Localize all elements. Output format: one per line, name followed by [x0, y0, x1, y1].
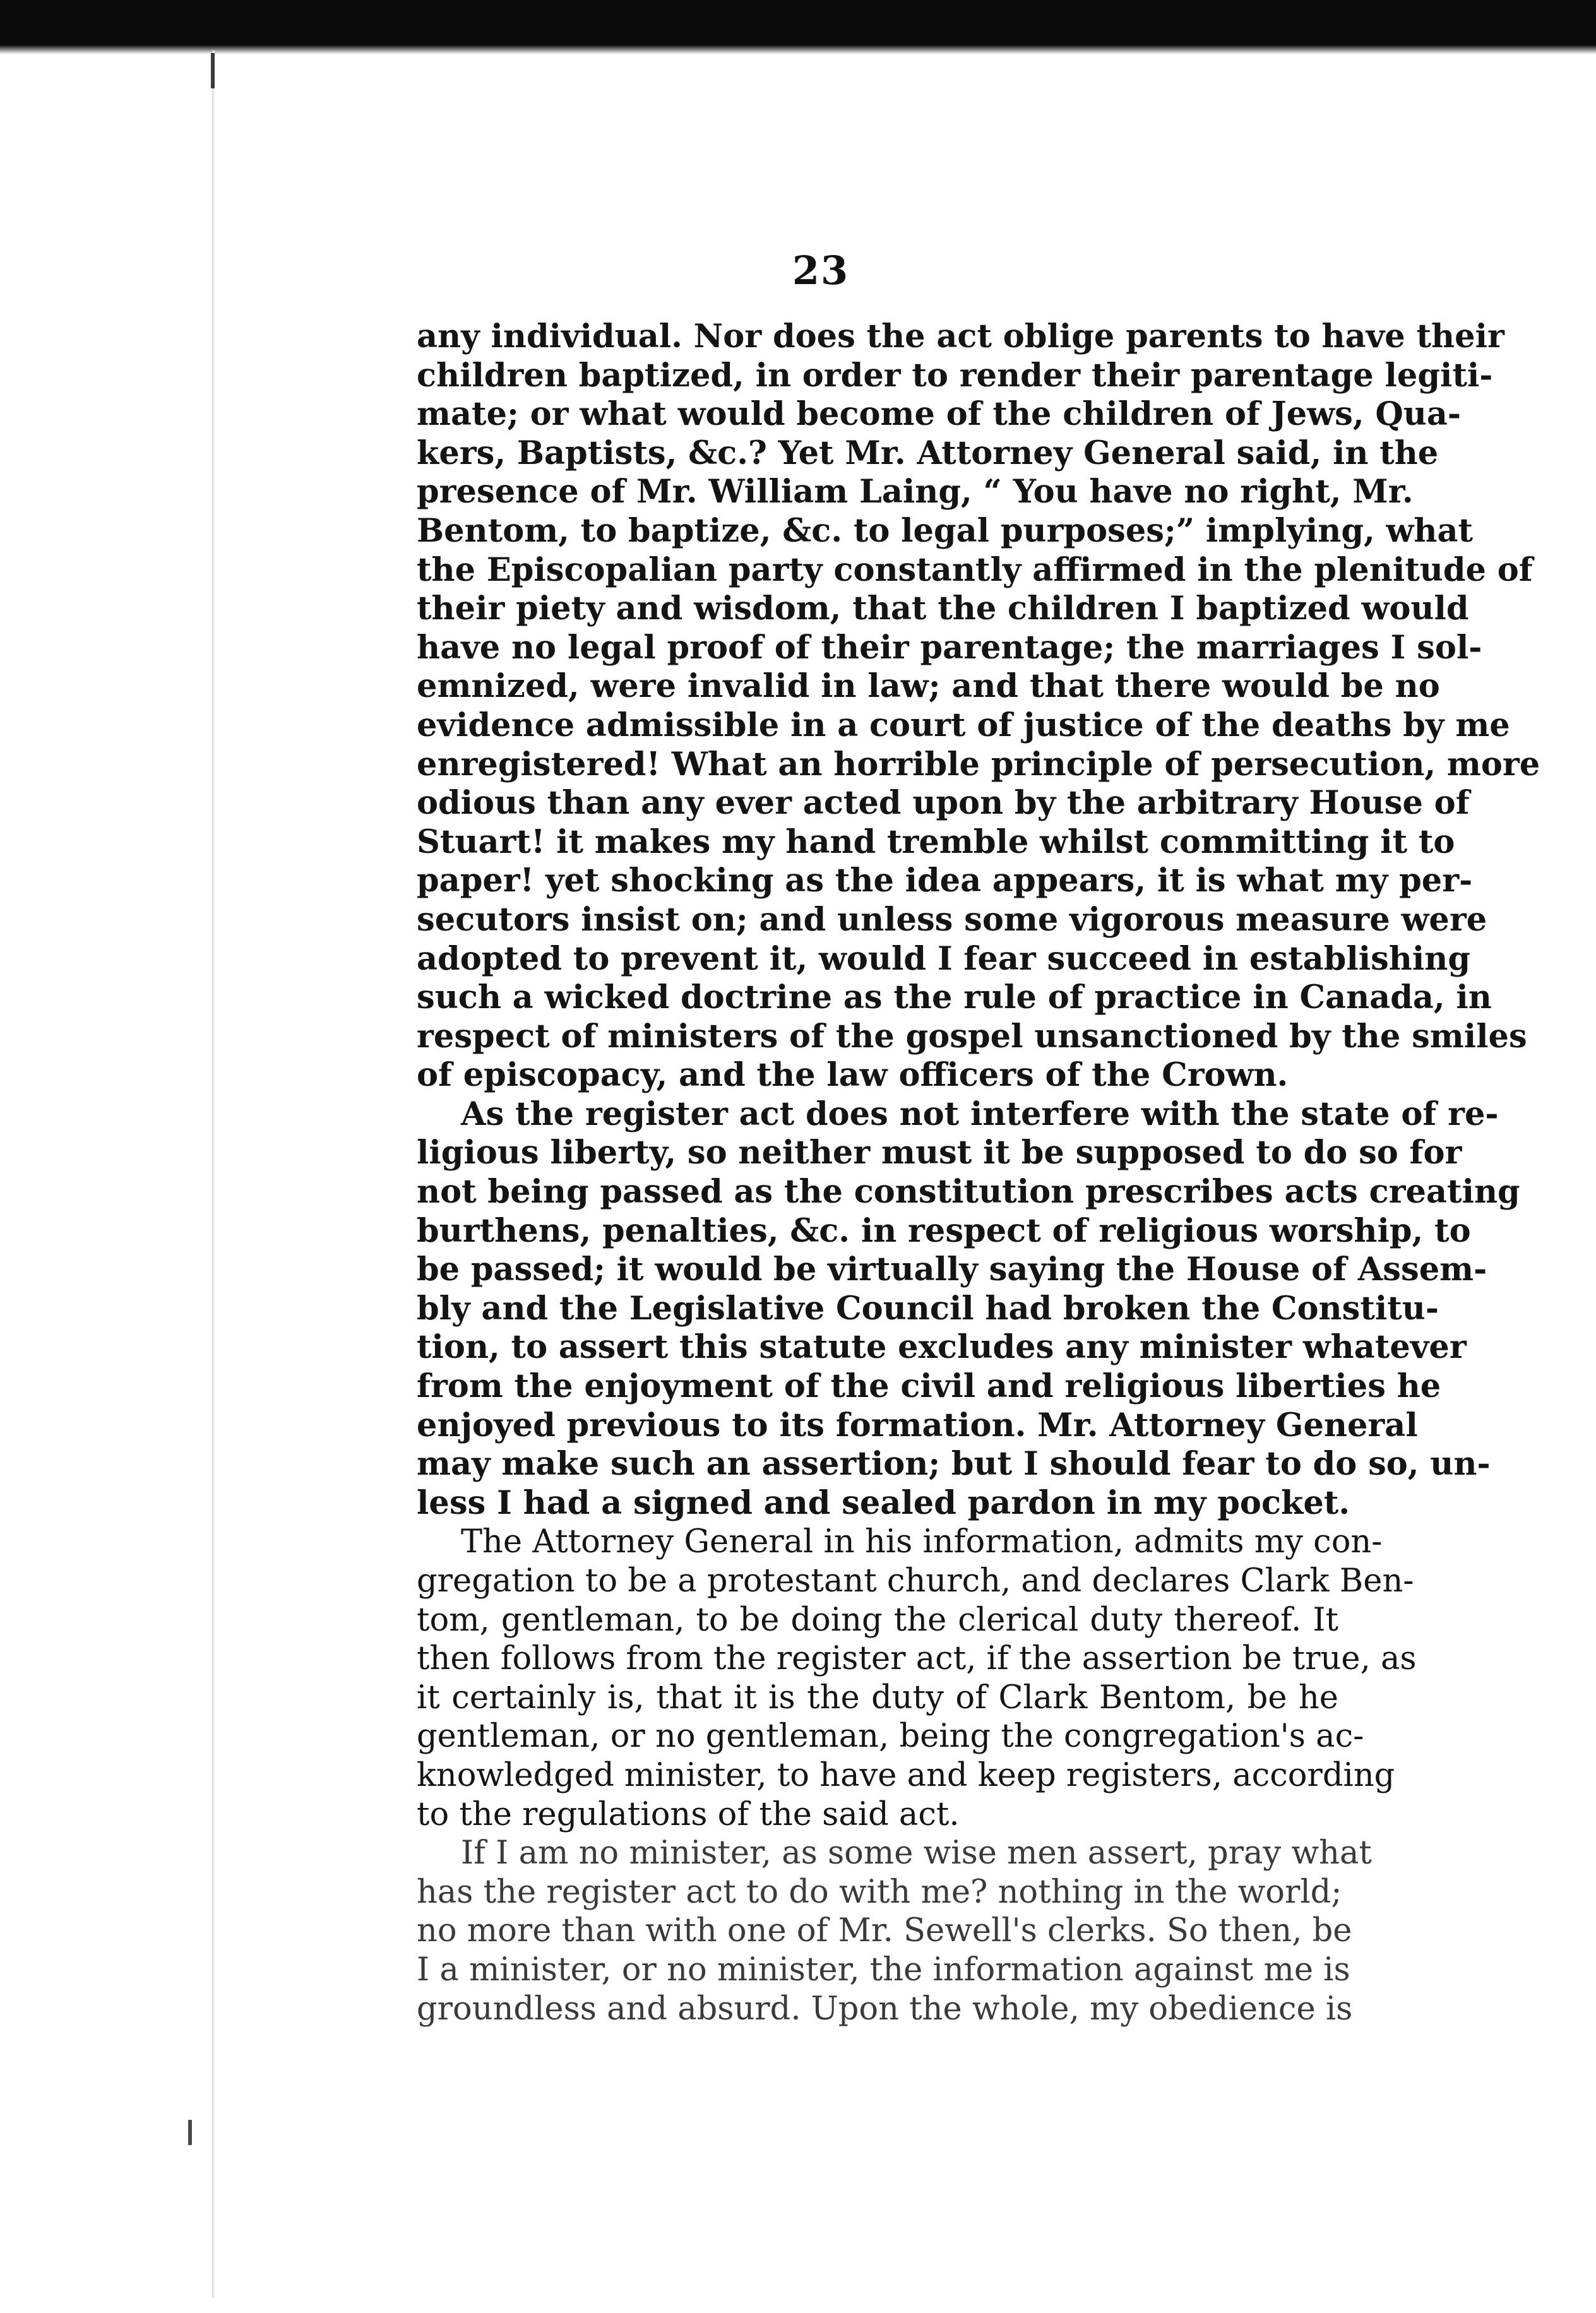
- text-line: odious than any ever acted upon by the arbitrary House of: [417, 784, 1470, 823]
- text-line: it certainly is, that it is the duty of Clark Bentom, be he: [417, 1679, 1338, 1716]
- text-line: gentleman, or no gentleman, being the congregation's ac-: [417, 1718, 1364, 1756]
- text-line: has the register act to do with me? nothing in the world;: [417, 1873, 1342, 1911]
- text-line: groundless and absurd. Upon the whole, my obedience is: [417, 1990, 1353, 2028]
- page-number: 23: [792, 247, 850, 294]
- text-line: of episcopacy, and the law officers of the Crown.: [417, 1056, 1289, 1095]
- scan-top-shadow: [0, 45, 1596, 54]
- text-line: the Episcopalian party constantly affirmed in the plenitude of: [417, 550, 1533, 589]
- text-line: children baptized, in order to render their parentage legiti-: [417, 356, 1493, 395]
- text-line: knowledged minister, to have and keep registers, according: [417, 1756, 1395, 1794]
- text-line: tom, gentleman, to be doing the clerical duty thereof. It: [417, 1601, 1338, 1639]
- text-line: paper! yet shocking as the idea appears, it is what my per-: [417, 862, 1473, 900]
- text-line: respect of ministers of the gospel unsanctioned by the smiles: [417, 1017, 1527, 1055]
- text-line: adopted to prevent it, would I fear succeed in establishing: [417, 939, 1470, 978]
- text-line: secutors insist on; and unless some vigorous measure were: [417, 900, 1487, 939]
- body-text: [417, 318, 1540, 2028]
- text-line: no more than with one of Mr. Sewell's clerks. So then, be: [417, 1912, 1352, 1950]
- text-line: tion, to assert this statute excludes any minister whatever: [417, 1328, 1467, 1367]
- binding-mark-lower: [188, 2120, 192, 2145]
- text-line: emnized, were invalid in law; and that there would be no: [417, 667, 1440, 706]
- text-line: bly and the Legislative Council had broken the Constitu-: [417, 1289, 1439, 1328]
- page-binding-edge: [212, 51, 215, 2298]
- text-line: If I am no minister, as some wise men assert, pray what: [461, 1834, 1372, 1872]
- text-line: evidence admissible in a court of justice of the deaths by me: [417, 706, 1510, 744]
- text-line: their piety and wisdom, that the children I baptized would: [417, 590, 1469, 628]
- text-line: As the register act does not interfere with the state of re-: [461, 1095, 1499, 1133]
- text-line: to the regulations of the said act.: [417, 1795, 960, 1833]
- text-line: burthens, penalties, &c. in respect of religious worship, to: [417, 1211, 1471, 1250]
- text-line: ligious liberty, so neither must it be supposed to do so for: [417, 1134, 1462, 1172]
- binding-mark: [211, 53, 215, 88]
- text-line: mate; or what would become of the children of Jews, Qua-: [417, 395, 1462, 434]
- text-line: gregation to be a protestant church, and declares Clark Ben-: [417, 1562, 1414, 1600]
- scan-top-border: [0, 0, 1596, 49]
- text-line: any individual. Nor does the act oblige parents to have their: [417, 318, 1504, 355]
- text-line: not being passed as the constitution prescribes acts creating: [417, 1173, 1520, 1211]
- text-line: kers, Baptists, &c.? Yet Mr. Attorney General said, in the: [417, 434, 1439, 472]
- text-line: such a wicked doctrine as the rule of practice in Canada, in: [417, 978, 1492, 1017]
- text-line: enregistered! What an horrible principle of persecution, more: [417, 745, 1540, 783]
- text-line: I a minister, or no minister, the information against me is: [417, 1951, 1350, 1989]
- text-line: presence of Mr. William Laing, “ You have no right, Mr.: [417, 473, 1414, 511]
- text-line: enjoyed previous to its formation. Mr. Attorney General: [417, 1406, 1418, 1444]
- text-line: may make such an assertion; but I should fear to do so, un-: [417, 1445, 1491, 1484]
- text-line: Stuart! it makes my hand tremble whilst committing it to: [417, 823, 1455, 861]
- text-line: then follows from the register act, if the assertion be true, as: [417, 1640, 1417, 1678]
- text-line: from the enjoyment of the civil and religious liberties he: [417, 1367, 1441, 1406]
- text-line: be passed; it would be virtually saying the House of Assem-: [417, 1251, 1487, 1289]
- text-line: The Attorney General in his information, admits my con-: [461, 1523, 1383, 1561]
- text-line: less I had a signed and sealed pardon in my pocket.: [417, 1484, 1350, 1522]
- text-line: Bentom, to baptize, &c. to legal purposes;” implying, what: [417, 511, 1474, 550]
- text-line: have no legal proof of their parentage; the marriages I sol-: [417, 628, 1482, 667]
